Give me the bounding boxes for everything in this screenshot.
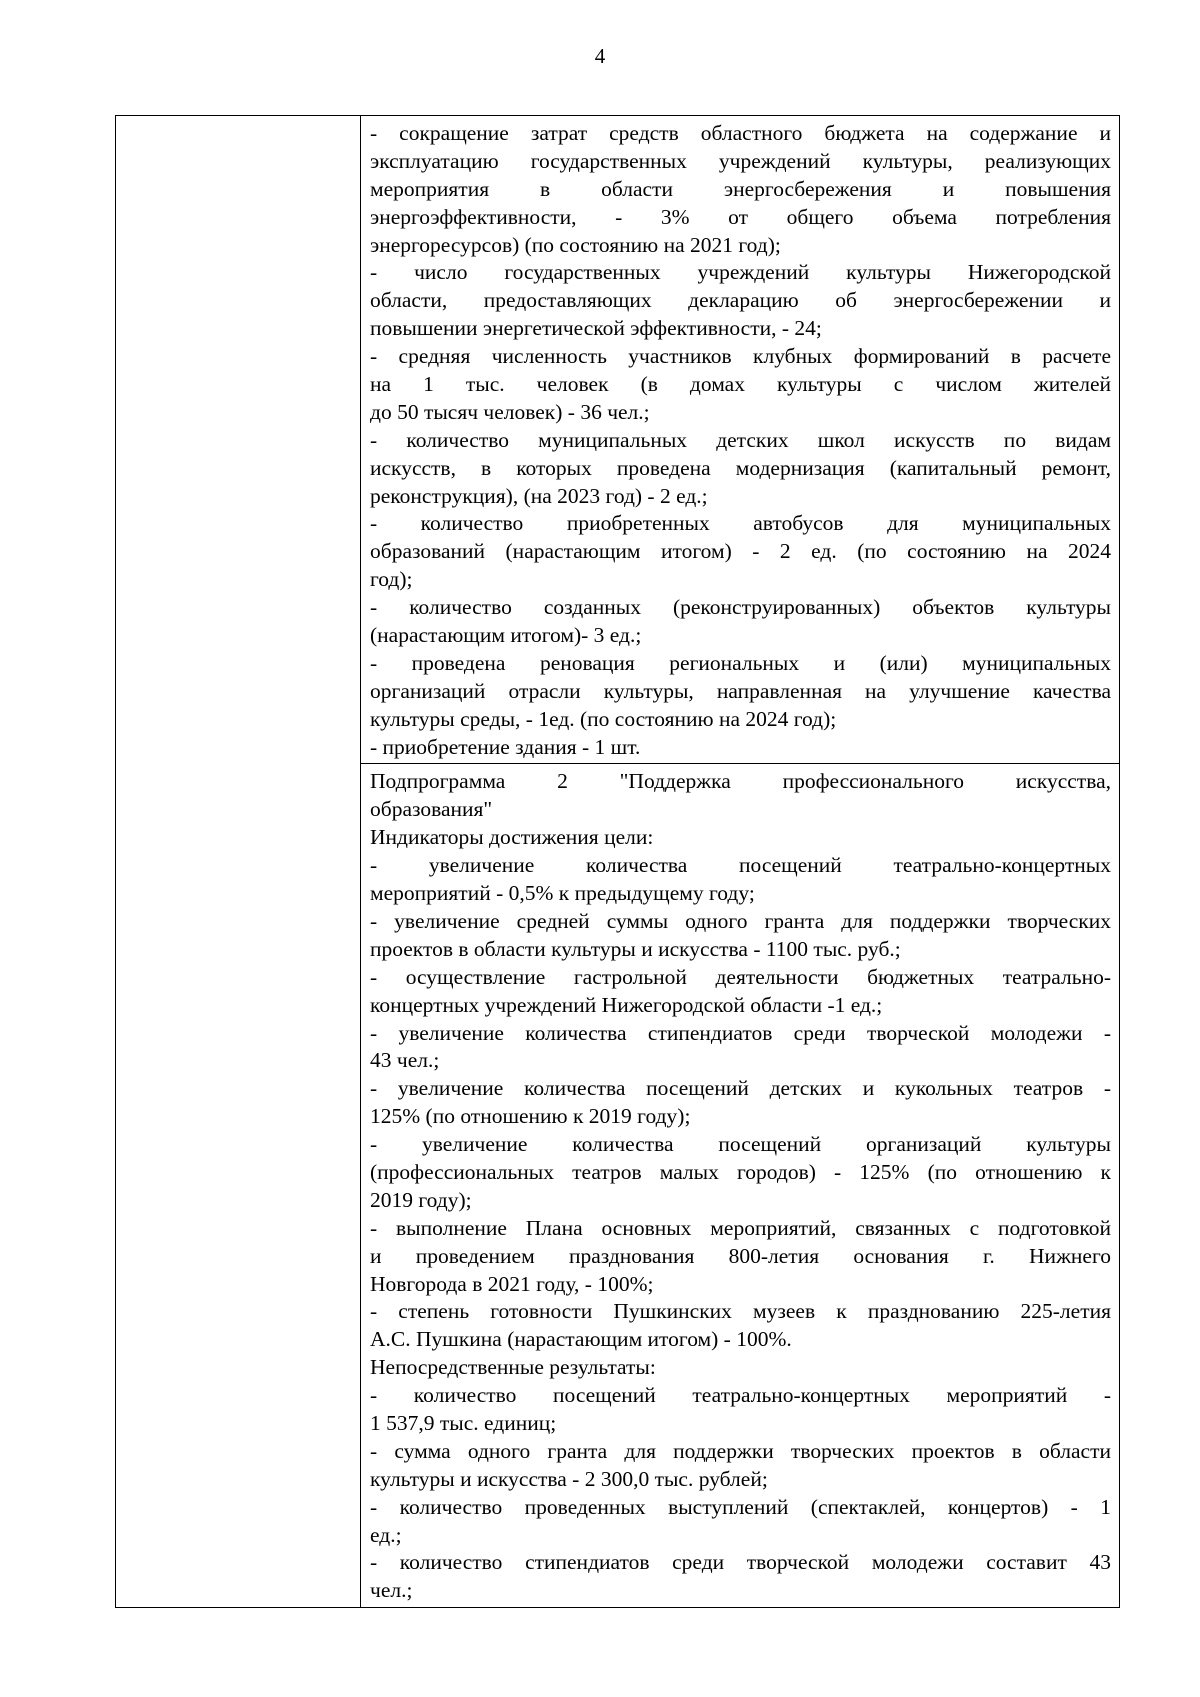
text-line: - осуществление гастрольной деятельности бюджетных театрально-	[370, 964, 1111, 989]
text-line: проектов в области культуры и искусства - 1100 тыс. руб.;	[370, 936, 901, 961]
text-line: - приобретение здания - 1 шт.	[370, 734, 641, 759]
text-line: эксплуатацию государственных учреждений культуры, реализующих	[370, 148, 1111, 173]
text-line: А.С. Пушкина (нарастающим итогом) - 100%.	[370, 1327, 792, 1352]
cell-text-block	[370, 768, 1111, 1605]
text-line: - количество муниципальных детских школ искусств по видам	[370, 427, 1111, 452]
text-line: искусств, в которых проведена модернизация (капитальный ремонт,	[370, 455, 1111, 480]
text-line: на 1 тыс. человек (в домах культуры с числом жителей	[370, 372, 1111, 397]
text-line: 2019 году);	[370, 1187, 472, 1212]
text-line: культуры среды, - 1ед. (по состоянию на 2024 год);	[370, 706, 837, 731]
text-line: - количество приобретенных автобусов для муниципальных	[370, 511, 1111, 536]
text-line: год);	[370, 567, 413, 592]
text-line: - увеличение количества стипендиатов среди творческой молодежи -	[370, 1020, 1111, 1045]
text-line: и проведением празднования 800-летия основания г. Нижнего	[370, 1243, 1111, 1268]
text-line: энергоресурсов) (по состоянию на 2021 год);	[370, 232, 781, 257]
text-line: области, предоставляющих декларацию об энергосбережении и	[370, 288, 1111, 313]
text-line: мероприятия в области энергосбережения и повышения	[370, 176, 1111, 201]
text-line: - сумма одного гранта для поддержки творческих проектов в области	[370, 1438, 1111, 1463]
text-line: - средняя численность участников клубных формирований в расчете	[370, 344, 1111, 369]
text-line: чел.;	[370, 1578, 413, 1603]
text-line: (нарастающим итогом)- 3 ед.;	[370, 623, 642, 648]
text-line: 1 537,9 тыс. единиц;	[370, 1410, 557, 1435]
text-line: - количество стипендиатов среди творческой молодежи составит 43	[370, 1550, 1111, 1575]
text-line: - увеличение количества посещений организаций культуры	[370, 1132, 1111, 1157]
text-line: Подпрограмма 2 "Поддержка профессионального искусства,	[370, 769, 1111, 794]
text-line: энергоэффективности, - 3% от общего объема потребления	[370, 204, 1111, 229]
text-line: - увеличение средней суммы одного гранта для поддержки творческих	[370, 908, 1111, 933]
text-line: (профессиональных театров малых городов) - 125% (по отношению к	[370, 1159, 1111, 1184]
table-cell-subprogram-2	[361, 764, 1120, 1608]
text-line: - выполнение Плана основных мероприятий, связанных с подготовкой	[370, 1215, 1111, 1240]
text-line: - количество проведенных выступлений (спектаклей, концертов) - 1	[370, 1494, 1111, 1519]
text-line: - количество созданных (реконструированных) объектов культуры	[370, 595, 1111, 620]
text-line: Новгорода в 2021 году, - 100%;	[370, 1271, 654, 1296]
text-line: - число государственных учреждений культуры Нижегородской	[370, 260, 1111, 285]
text-line: 125% (по отношению к 2019 году);	[370, 1104, 691, 1129]
text-line: концертных учреждений Нижегородской области -1 ед.;	[370, 992, 883, 1017]
text-line: - увеличение количества посещений театрально-концертных	[370, 853, 1111, 878]
text-line: - степень готовности Пушкинских музеев к празднованию 225-летия	[370, 1299, 1111, 1324]
page-number: 4	[594, 44, 606, 68]
text-line: - проведена реновация региональных и (или) муниципальных	[370, 650, 1111, 675]
text-line: до 50 тысяч человек) - 36 чел.;	[370, 399, 650, 424]
text-line: культуры и искусства - 2 300,0 тыс. рублей;	[370, 1466, 768, 1491]
table-cell-left	[116, 116, 361, 1608]
document-table	[115, 115, 1120, 1608]
text-line: Непосредственные результаты:	[370, 1355, 656, 1380]
text-line: - увеличение количества посещений детских и кукольных театров -	[370, 1076, 1111, 1101]
text-line: 43 чел.;	[370, 1048, 440, 1073]
text-line: реконструкция), (на 2023 год) - 2 ед.;	[370, 483, 708, 508]
text-line: Индикаторы достижения цели:	[370, 825, 654, 850]
text-line: - сокращение затрат средств областного бюджета на содержание и	[370, 121, 1111, 145]
text-line: организаций отрасли культуры, направленная на улучшение качества	[370, 678, 1111, 703]
text-line: повышении энергетической эффективности, - 24;	[370, 316, 822, 341]
table-row	[116, 116, 1120, 764]
text-line: ед.;	[370, 1522, 402, 1547]
text-line: - количество посещений театрально-концертных мероприятий -	[370, 1383, 1111, 1408]
text-line: образований (нарастающим итогом) - 2 ед. (по состоянию на 2024	[370, 539, 1111, 564]
cell-text-block	[370, 120, 1111, 761]
text-line: мероприятий - 0,5% к предыдущему году;	[370, 881, 755, 906]
text-line: образования"	[370, 797, 493, 822]
table-cell-results-top	[361, 116, 1120, 764]
